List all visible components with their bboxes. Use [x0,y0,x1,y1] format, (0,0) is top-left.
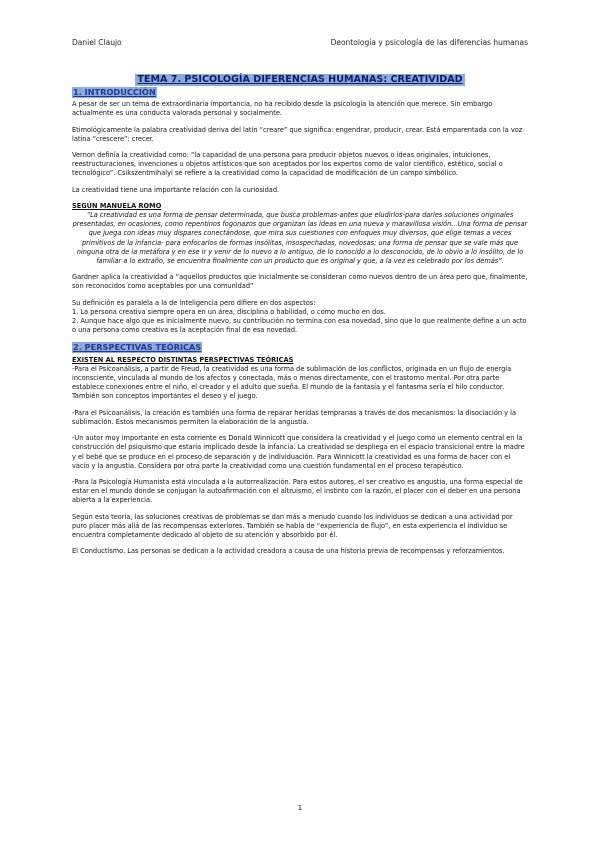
paragraph-gardner: Gardner aplica la creatividad a “aquellos productos que inicialmente se consideran como nuevos dentro de un área pero que, finalmente, son reconocidos como aceptables por una comunidad” [72,273,528,291]
definition-list [72,299,528,336]
document-body [72,74,528,563]
paragraph: La creatividad tiene una importante relación con la curiosidad. [72,185,280,194]
header-author: Daniel Claujo [72,38,122,47]
paragraph: -Para la Psicología Humanista está vinculada a la autorrealización. Para estos autores, el ser creativo es angustia, una forma especial de estar en el mundo donde se conjugan la autoafirmación con el altruismo, el instinto con la razón, el placer con el deber en una persona abierta a la experiencia. [72,477,523,505]
header-course: Deontología y psicología de las diferencias humanas [330,38,528,47]
list-item: 2. Aunque hace algo que es inicialmente nuevo, su contribución no termina con esa novedad, sino que lo que realmente define a un acto o una persona como creativa es la aceptación final de esa novedad. [72,317,527,335]
paragraph: -Un autor muy importante en esta corriente es Donald Winnicott que considera la creatividad y el juego como un elemento central en la construcción del psiquismo que estaría implicado desde la infancia. La creatividad se despliega en el espacio transicional entre la madre y el bebé que se produce en el proceso de separación y de individuación. Para Winnicott la creatividad es una forma de hacer con el vacío y la angustia. Considera por otra parte la creatividad como una cuestión fundamental en el proceso terapéutico. [72,434,525,470]
paragraph: A pesar de ser un tema de extraordinaria importancia, no ha recibido desde la psicología la atención que merece. Sin embargo actualmente es una conducta valorada personal y socialmente. [72,100,493,118]
paragraph: -Para el Psicoanálisis, a partir de Freud, la creatividad es una forma de sublimación de los conflictos, originada en un flujo de energía inconsciente, vinculada al mundo de los afectos y conectada, más o menos directamente, con el trastorno mental. Por otra parte establece conexiones entre el niño, el creador y el adulto que sueña. El mundo de la fantasía y el fantasma sería el hilo conductor. También son conceptos importantes el deseo y el juego. [72,364,512,401]
paragraph: El Conductismo. Las personas se dedican a la actividad creadora a causa de una historia previa de recompensas y reforzamientos. [72,547,505,556]
title-text: TEMA 7. PSICOLOGÍA DIFERENCIAS HUMANAS: CREATIVIDAD [137,74,463,85]
paragraph: Según esta teoría, las soluciones creativas de problemas se dan más a menudo cuando los individuos se dedican a una actividad por puro placer más allá de las recompensas exteriores. También se habla de “experiencia de flujo”, en esta experiencia el individuo se encuentra completamente dedicado al objeto de su atención y absorbido por él. [72,512,513,539]
romo-quote: “La creatividad es una forma de pensar determinada, que busca problemas-antes que eludirlos-para darles soluciones originales presentadas, en ocasiones, como repentinos fogonazos que organizan las ideas en una nueva y maravillosa visión...Una forma de pensar que juega con ideas muy dispares conectándose, que mira sus cuestiones con enfoques muy diversos, que elige temas a veces primitivos de la infancia- para enfocarlos de formas insólitas, insospechadas, novedosas; una forma de pensar que se vale más que ninguna otra de la metáfora y en ese ir y venir de lo nuevo a lo antiguo, de lo conocido a lo desconocido, de lo obvio a lo insólito, de lo familiar a lo extraño, se encuentra finalmente con un producto que es original y que, a la vez es celebrado por los demás”. [72,211,528,266]
definition-intro: Su definición es paralela a la de inteligencia pero difiere en dos aspectos: [72,298,316,307]
section-heading-text: 1. INTRODUCCIÓN [73,87,156,97]
document-title [72,74,528,86]
paragraph: -Para el Psicoanálisis, la creación es también una forma de reparar heridas tempranas a través de dos mecanismos: la disociación y la sublimación. Estos mecanismos permiten la elaboración de la angustia. [72,408,517,426]
section-heading-text: 2. PERSPECTIVAS TEÓRICAS [73,342,202,353]
list-item: 1. La persona creativa siempre opera en un área, disciplina o habilidad, o como mucho en dos. [72,307,386,316]
section-heading-introduccion [72,87,528,98]
subheading-manuela-romo: SEGÚN MANUELA ROMO [72,201,162,210]
paragraph: Etimológicamente la palabra creatividad deriva del latín “creare” que significa: engendrar, producir, crear. Está emparentada con la voz latina “crescere”: crecer. [72,125,523,143]
paragraph: Vernon definía la creatividad como: “la capacidad de una persona para producir objetos nuevos o ideas originales, intuiciones, reestructuraciones, invenciones u objetos artísticos que son aceptados por los expertos como de valor científico, estético, social o tecnológico”. Csikszentmihalyi se refiere a la creatividad como la capacidad de modificación de un campo simbólico. [72,151,503,178]
page-number: 1 [297,804,303,812]
subheading-perspectivas: EXISTEN AL RESPECTO DISTINTAS PERSPECTIVAS TEÓRICAS [72,355,294,364]
section-heading-perspectivas [72,342,528,353]
